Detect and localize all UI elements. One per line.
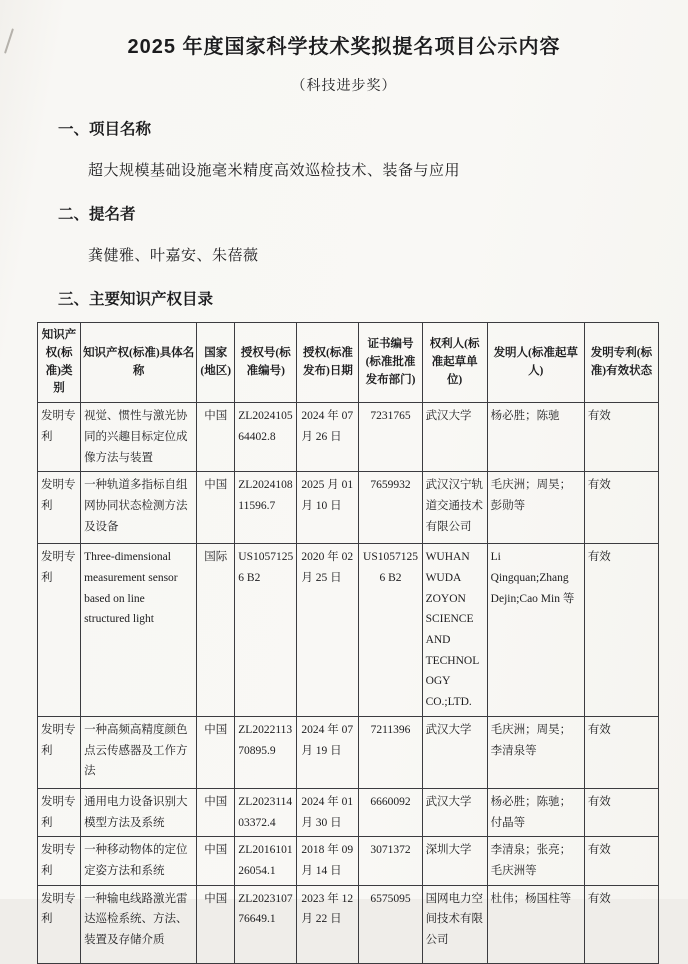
column-header-category: 知识产权(标准)类别 bbox=[38, 323, 81, 403]
cell-inventors: 杨必胜；陈驰 bbox=[487, 403, 584, 472]
cell-category: 发明专利 bbox=[38, 472, 81, 544]
cell-date: 2018 年 09 月 14 日 bbox=[297, 837, 359, 885]
section-heading-ip-list: 三、主要知识产权目录 bbox=[58, 291, 214, 308]
cell-status: 有效 bbox=[584, 885, 658, 963]
cell-inventors: Li Qingquan;Zhang Dejin;Cao Min 等 bbox=[487, 544, 584, 717]
cell-inventors: 杜伟；杨国柱等 bbox=[487, 885, 584, 963]
cell-category: 发明专利 bbox=[38, 544, 81, 717]
cell-certificate: 6660092 bbox=[359, 788, 422, 836]
ip-table-body bbox=[38, 403, 659, 963]
ip-table-header bbox=[38, 323, 659, 403]
cell-country: 中国 bbox=[197, 716, 235, 788]
cell-status: 有效 bbox=[584, 472, 658, 544]
cell-number: ZL202311403372.4 bbox=[235, 788, 297, 836]
cell-name: 一种轨道多指标自组网协同状态检测方法及设备 bbox=[81, 472, 197, 544]
column-header-holder: 权利人(标准起草单位) bbox=[422, 323, 487, 403]
cell-category: 发明专利 bbox=[38, 885, 81, 963]
cell-status: 有效 bbox=[584, 403, 658, 472]
cell-name: Three-dimensional measurement sensor based on line structured light bbox=[81, 544, 197, 717]
table-row bbox=[38, 403, 659, 472]
section-nominators bbox=[0, 202, 688, 265]
cell-holder: 武汉大学 bbox=[422, 716, 487, 788]
cell-category: 发明专利 bbox=[38, 403, 81, 472]
section-project-name bbox=[0, 117, 688, 180]
cell-name: 视觉、惯性与激光协同的兴趣目标定位成像方法与装置 bbox=[81, 403, 197, 472]
cell-number: ZL202410811596.7 bbox=[235, 472, 297, 544]
column-header-name: 知识产权(标准)具体名称 bbox=[81, 323, 197, 403]
cell-holder: 武汉汉宁轨道交通技术有限公司 bbox=[422, 472, 487, 544]
cell-category: 发明专利 bbox=[38, 837, 81, 885]
cell-name: 一种高频高精度颜色点云传感器及工作方法 bbox=[81, 716, 197, 788]
table-row bbox=[38, 837, 659, 885]
cell-number: ZL202310776649.1 bbox=[235, 885, 297, 963]
table-row bbox=[38, 788, 659, 836]
cell-certificate: 3071372 bbox=[359, 837, 422, 885]
cell-status: 有效 bbox=[584, 716, 658, 788]
cell-certificate: 6575095 bbox=[359, 885, 422, 963]
section-ip-list bbox=[0, 287, 688, 309]
cell-status: 有效 bbox=[584, 788, 658, 836]
column-header-country: 国家(地区) bbox=[197, 323, 235, 403]
cell-inventors: 毛庆洲；周昊；彭勋等 bbox=[487, 472, 584, 544]
page-title: 2025 年度国家科学技术奖拟提名项目公示内容 bbox=[127, 36, 561, 58]
cell-inventors: 毛庆洲；周昊；李清泉等 bbox=[487, 716, 584, 788]
project-name-text: 超大规模基础设施毫米精度高效巡检技术、装备与应用 bbox=[88, 163, 461, 179]
cell-certificate: US10571256 B2 bbox=[359, 544, 422, 717]
column-header-number: 授权号(标准编号) bbox=[235, 323, 297, 403]
cell-country: 中国 bbox=[197, 837, 235, 885]
cell-name: 通用电力设备识别大模型方法及系统 bbox=[81, 788, 197, 836]
cell-number: ZL202211370895.9 bbox=[235, 716, 297, 788]
cell-date: 2025 月 01 月 10 日 bbox=[297, 472, 359, 544]
cell-holder: WUHAN WUDA ZOYON SCIENCE AND TECHNOLOGY CO.;LTD. bbox=[422, 544, 487, 717]
cell-date: 2023 年 12 月 22 日 bbox=[297, 885, 359, 963]
cell-date: 2020 年 02 月 25 日 bbox=[297, 544, 359, 717]
cell-certificate: 7659932 bbox=[359, 472, 422, 544]
table-row bbox=[38, 716, 659, 788]
cell-holder: 武汉大学 bbox=[422, 788, 487, 836]
cell-country: 中国 bbox=[197, 403, 235, 472]
cell-status: 有效 bbox=[584, 544, 658, 717]
cell-number: ZL202410564402.8 bbox=[235, 403, 297, 472]
cell-number: ZL201610126054.1 bbox=[235, 837, 297, 885]
cell-number: US10571256 B2 bbox=[235, 544, 297, 717]
column-header-inventors: 发明人(标准起草人) bbox=[487, 323, 584, 403]
nominators-text: 龚健雅、叶嘉安、朱蓓薇 bbox=[88, 248, 259, 264]
cell-holder: 国网电力空间技术有限公司 bbox=[422, 885, 487, 963]
cell-country: 中国 bbox=[197, 788, 235, 836]
table-row bbox=[38, 544, 659, 717]
section-heading-nominators: 二、提名者 bbox=[58, 206, 136, 223]
header-row bbox=[38, 323, 659, 403]
cell-category: 发明专利 bbox=[38, 788, 81, 836]
cell-date: 2024 年 07 月 26 日 bbox=[297, 403, 359, 472]
cell-category: 发明专利 bbox=[38, 716, 81, 788]
cell-name: 一种输电线路激光雷达巡检系统、方法、装置及存储介质 bbox=[81, 885, 197, 963]
cell-country: 国际 bbox=[197, 544, 235, 717]
cell-inventors: 李清泉；张亮；毛庆洲等 bbox=[487, 837, 584, 885]
cell-certificate: 7211396 bbox=[359, 716, 422, 788]
ip-table bbox=[37, 322, 659, 964]
column-header-status: 发明专利(标准)有效状态 bbox=[584, 323, 658, 403]
cell-holder: 武汉大学 bbox=[422, 403, 487, 472]
cell-date: 2024 年 01 月 30 日 bbox=[297, 788, 359, 836]
cell-country: 中国 bbox=[197, 885, 235, 963]
cell-inventors: 杨必胜；陈驰；付晶等 bbox=[487, 788, 584, 836]
column-header-date: 授权(标准发布)日期 bbox=[297, 323, 359, 403]
cell-holder: 深圳大学 bbox=[422, 837, 487, 885]
table-row bbox=[38, 472, 659, 544]
cell-name: 一种移动物体的定位定姿方法和系统 bbox=[81, 837, 197, 885]
cell-certificate: 7231765 bbox=[359, 403, 422, 472]
section-heading-project-name: 一、项目名称 bbox=[58, 121, 152, 138]
cell-country: 中国 bbox=[197, 472, 235, 544]
table-row bbox=[38, 885, 659, 963]
cell-date: 2024 年 07 月 19 日 bbox=[297, 716, 359, 788]
column-header-certificate: 证书编号(标准批准发布部门) bbox=[359, 323, 422, 403]
page-subtitle: （科技进步奖） bbox=[291, 79, 397, 94]
cell-status: 有效 bbox=[584, 837, 658, 885]
